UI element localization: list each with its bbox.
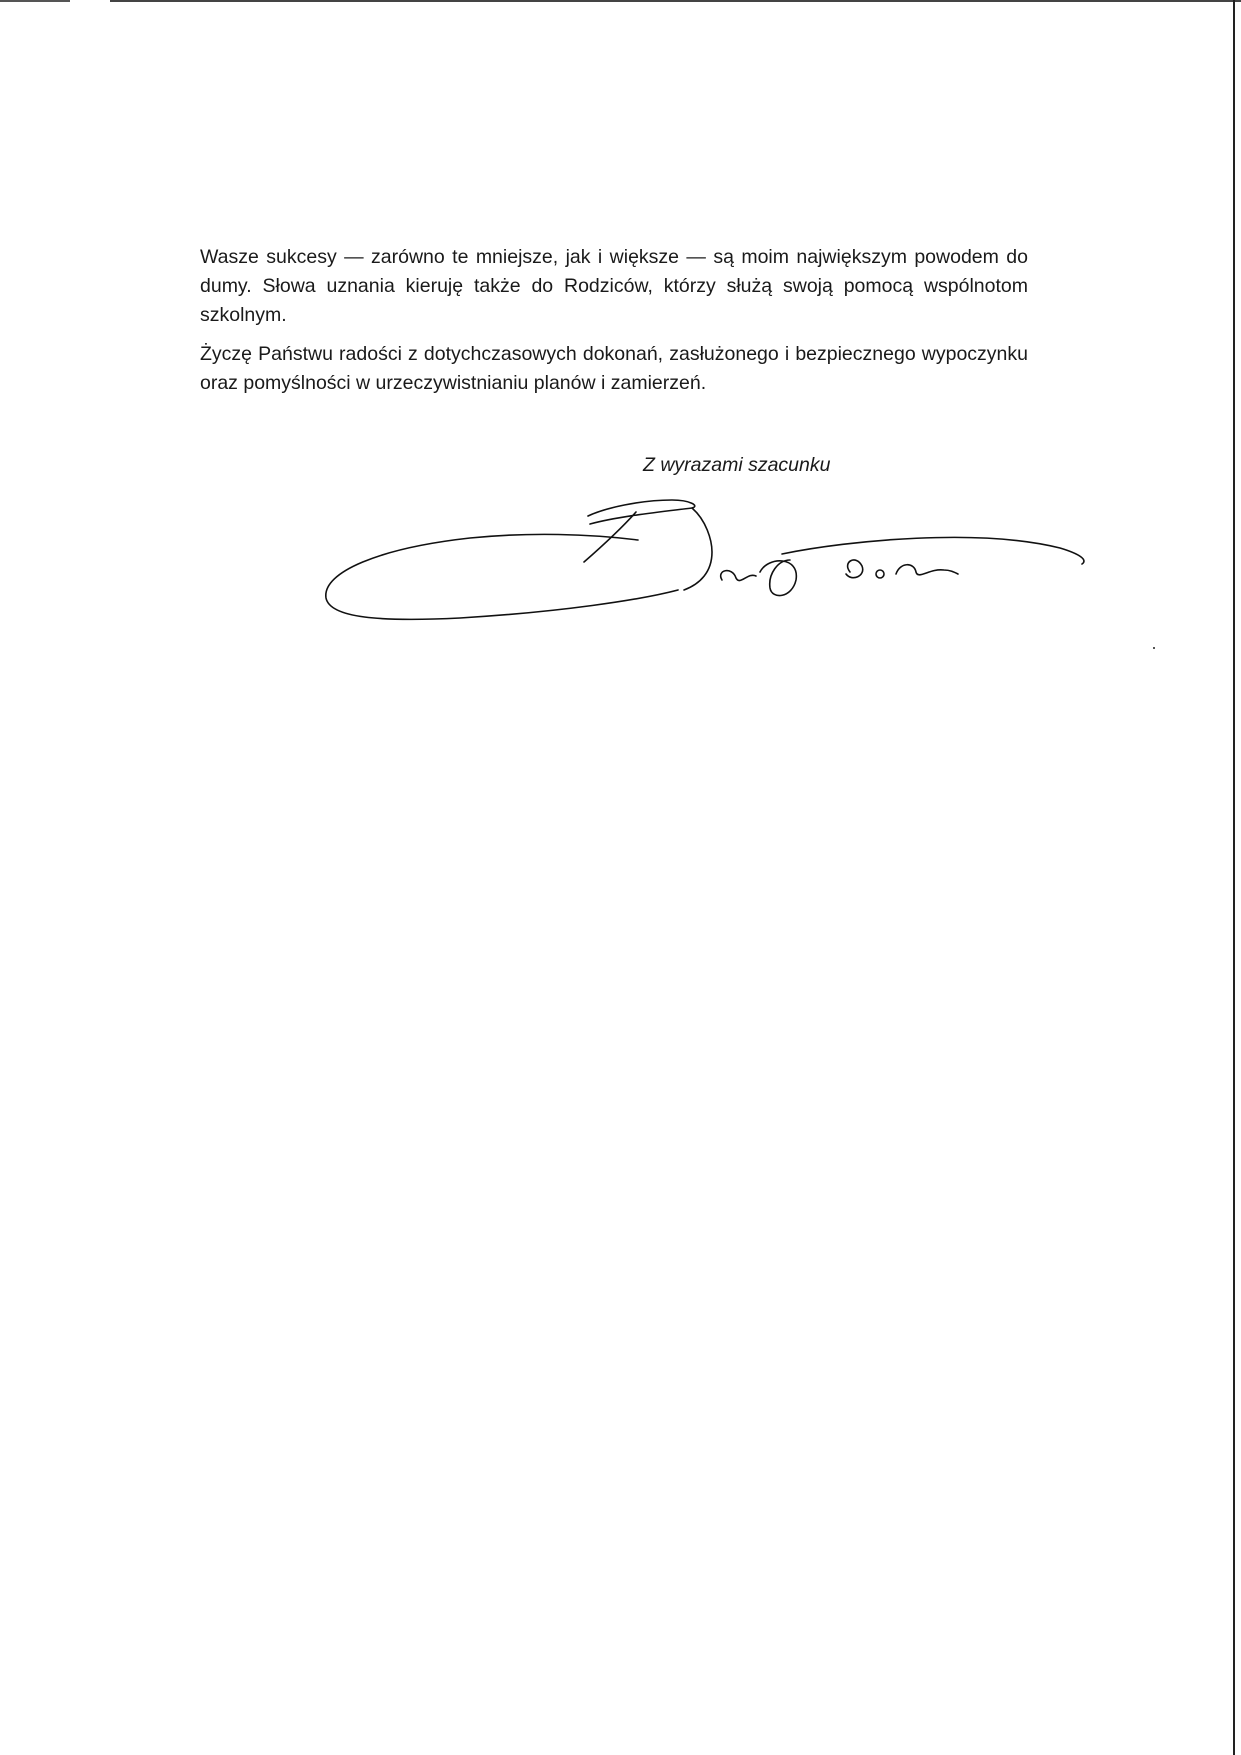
scan-right-edge: [1233, 0, 1235, 1755]
closing-salutation: Z wyrazami szacunku: [643, 454, 831, 476]
handwritten-signature: [300, 480, 1100, 640]
letter-body: [200, 243, 1028, 408]
scan-top-edge: [0, 0, 1241, 2]
paragraph-2: Życzę Państwu radości z dotychczasowych dokonań, zasłużonego i bezpiecznego wypoczynku oraz pomyślności w urzeczywistnianiu planów i zamierzeń.: [200, 343, 1028, 394]
scan-speck: [1153, 647, 1155, 649]
paragraph-1: Wasze sukcesy — zarówno te mniejsze, jak i większe — są moim największym powodem do dumy. Słowa uznania kieruję także do Rodziców, którzy służą swoją pomocą wspólnotom szkolnym.: [200, 246, 1028, 326]
